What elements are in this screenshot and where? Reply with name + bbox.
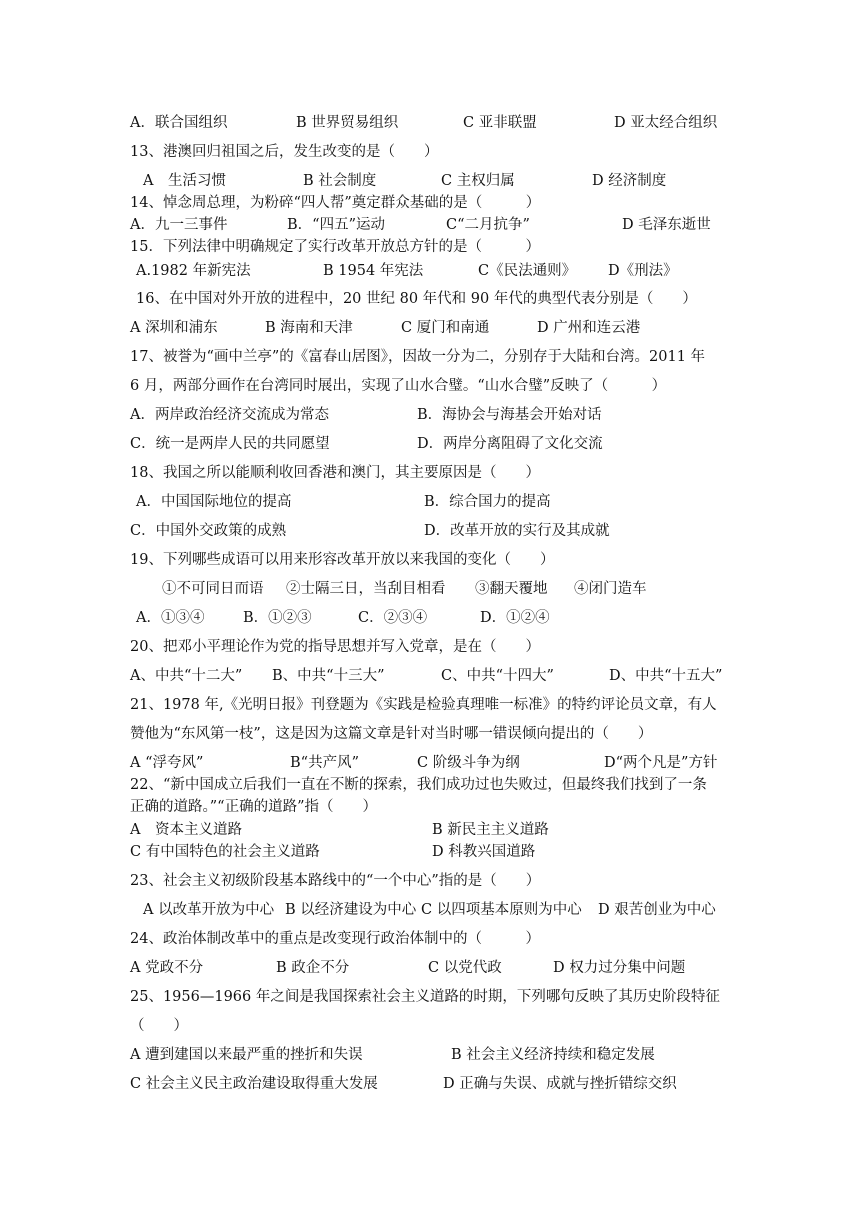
q14-option-d: D 毛泽东逝世	[622, 217, 711, 233]
q19-option-a: A．①③④	[136, 610, 205, 626]
q14-stem: 14、悼念周总理，为粉碎“四人帮”奠定群众基础的是（ ）	[130, 195, 541, 211]
q18-option-b: B．综合国力的提高	[424, 494, 551, 510]
q20-option-a: A、中共“十二大”	[130, 668, 243, 684]
q13-option-c: C 主权归属	[441, 173, 515, 189]
q22-option-c: C 有中国特色的社会主义道路	[130, 844, 320, 860]
q22-option-a: A 资本主义道路	[130, 822, 242, 838]
q20-option-c: C、中共“十四大”	[441, 668, 554, 684]
q22-stem-line1: 22、“新中国成立后我们一直在不断的探索，我们成功过也失败过，但最终我们找到了一条	[130, 777, 707, 793]
q21-option-c: C 阶级斗争为纲	[417, 755, 520, 771]
q14-option-a: A．九一三事件	[130, 217, 228, 233]
q15-stem: 15．下列法律中明确规定了实行改革开放总方针的是（ ）	[130, 239, 540, 255]
q17-option-a: A．两岸政治经济交流成为常态	[130, 407, 329, 423]
q18-stem: 18、我国之所以能顺利收回香港和澳门，其主要原因是（ ）	[130, 465, 540, 481]
q24-option-d: D 权力过分集中问题	[553, 960, 686, 976]
q18-option-d: D．改革开放的实行及其成就	[424, 523, 610, 539]
q25-option-a: A 遭到建国以来最严重的挫折和失误	[130, 1047, 363, 1063]
q13-option-b: B 社会制度	[303, 173, 377, 189]
q20-option-b: B、中共“十三大”	[272, 668, 385, 684]
q24-stem: 24、政治体制改革中的重点是改变现行政治体制中的（ ）	[130, 931, 540, 947]
q17-stem-line1: 17、被誉为“画中兰亭”的《富春山居图》，因故一分为二，分别存于大陆和台湾。2011 年	[130, 349, 706, 365]
q12-option-a: A．联合国组织	[130, 115, 228, 131]
q14-option-c: C“二月抗争”	[446, 217, 530, 233]
q21-option-d: D“两个凡是”方针	[604, 755, 718, 771]
q23-option-b: B 以经济建设为中心	[285, 902, 417, 918]
q16-option-b: B 海南和天津	[265, 320, 353, 336]
q18-option-a: A．中国国际地位的提高	[136, 494, 292, 510]
q14-option-b: B．“四五”运动	[287, 217, 385, 233]
q16-stem: 16、在中国对外开放的进程中，20 世纪 80 年代和 90 年代的典型代表分别是（ ）	[136, 291, 697, 307]
q23-option-d: D 艰苦创业为中心	[598, 902, 716, 918]
q15-option-a: A.1982 年新宪法	[136, 263, 251, 279]
q19-item-1: ①不可同日而语	[162, 581, 264, 597]
q24-option-c: C 以党代政	[428, 960, 502, 976]
q23-option-c: C 以四项基本原则为中心	[421, 902, 582, 918]
q25-option-d: D 正确与失误、成就与挫折错综交织	[443, 1076, 677, 1092]
q17-stem-line2: 6 月，两部分画作在台湾同时展出，实现了山水合璧。“山水合璧”反映了（ ）	[130, 378, 667, 394]
q12-option-d: D 亚太经合组织	[614, 115, 718, 131]
q15-option-d: D《刑法》	[608, 263, 678, 279]
q12-option-b: B 世界贸易组织	[296, 115, 399, 131]
q15-option-c: C《民法通则》	[478, 263, 577, 279]
q24-option-a: A 党政不分	[130, 960, 204, 976]
q17-option-c: C．统一是两岸人民的共同愿望	[130, 436, 330, 452]
q19-item-2: ②士隔三日，当刮目相看	[286, 581, 446, 597]
q20-option-d: D、中共“十五大”	[609, 668, 723, 684]
q22-stem-line2: 正确的道路。”“正确的道路”指（ ）	[130, 799, 377, 815]
q16-option-d: D 广州和连云港	[537, 320, 641, 336]
q13-stem: 13、港澳回归祖国之后，发生改变的是（ ）	[130, 144, 439, 160]
q19-option-d: D．①②④	[480, 610, 550, 626]
q21-option-b: B“共产风”	[290, 755, 359, 771]
q16-option-a: A 深圳和浦东	[130, 320, 218, 336]
q16-option-c: C 厦门和南通	[401, 320, 490, 336]
q13-option-d: D 经济制度	[592, 173, 667, 189]
q12-option-c: C 亚非联盟	[463, 115, 537, 131]
q23-stem: 23、社会主义初级阶段基本路线中的“一个中心”指的是（ ）	[130, 873, 541, 889]
q19-option-c: C．②③④	[358, 610, 428, 626]
q25-stem-line2: （ ）	[130, 1018, 188, 1034]
q25-option-b: B 社会主义经济持续和稳定发展	[451, 1047, 655, 1063]
q19-item-3: ③翻天覆地	[475, 581, 548, 597]
q22-option-b: B 新民主主义道路	[432, 822, 549, 838]
q21-stem-line2: 赞他为“东风第一枝”，这是因为这篇文章是针对当时哪一错误倾向提出的（ ）	[130, 726, 653, 742]
q19-stem: 19、下列哪些成语可以用来形容改革开放以来我国的变化（ ）	[130, 552, 555, 568]
q23-option-a: A 以改革开放为中心	[143, 902, 275, 918]
q21-stem-line1: 21、1978 年,《光明日报》刊登题为《实践是检验真理唯一标准》的特约评论员文章，有人	[130, 697, 717, 713]
q25-option-c: C 社会主义民主政治建设取得重大发展	[130, 1076, 378, 1092]
q25-stem-line1: 25、1956—1966 年之间是我国探索社会主义道路的时期，下列哪句反映了其历史阶段特征	[130, 989, 720, 1005]
q19-option-b: B．①②③	[243, 610, 312, 626]
q19-item-4: ④闭门造车	[574, 581, 647, 597]
q13-option-a: A 生活习惯	[143, 173, 226, 189]
q24-option-b: B 政企不分	[276, 960, 350, 976]
q21-option-a: A “浮夸风”	[130, 755, 204, 771]
q17-option-b: B．海协会与海基会开始对话	[417, 407, 602, 423]
q15-option-b: B 1954 年宪法	[323, 263, 424, 279]
q18-option-c: C．中国外交政策的成熟	[130, 523, 287, 539]
q20-stem: 20、把邓小平理论作为党的指导思想并写入党章，是在（ ）	[130, 639, 540, 655]
q22-option-d: D 科教兴国道路	[432, 844, 536, 860]
q17-option-d: D．两岸分离阻碍了文化交流	[417, 436, 603, 452]
